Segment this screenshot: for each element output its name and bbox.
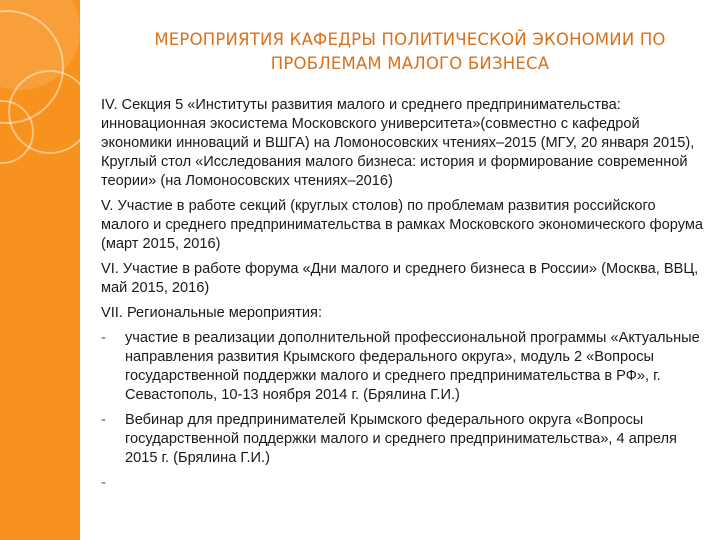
list-item	[101, 411, 703, 468]
section-vi: VI. Участие в работе форума «Дни малого и среднего бизнеса в России» (Москва, ВВЦ, май 2015, 2016)	[101, 261, 699, 296]
dash-marker: -	[101, 330, 106, 346]
dash-marker: -	[101, 412, 106, 428]
list-item	[101, 329, 703, 405]
slide-content	[101, 96, 703, 493]
regional-item-2: Вебинар для предпринимателей Крымского федерального округа «Вопросы государственной поддержки малого и среднего предпринимательства», 4 апреля 2015 г. (Брялина Г.И.)	[125, 412, 677, 466]
section-vii: VII. Региональные мероприятия:	[101, 305, 323, 321]
title-line-2: ПРОБЛЕМАМ МАЛОГО БИЗНЕСА	[270, 54, 550, 73]
section-v: V. Участие в работе секций (круглых столов) по проблемам развития российского малого и среднего предпринимательства в рамках Московского экономического форума (март 2015, 2016)	[101, 198, 704, 252]
regional-item-1: участие в реализации дополнительной профессиональной программы «Актуальные направления развития Крымского федерального округа», модуль 2 «Вопросы государственной поддержки малого и среднего предпринимательства в РФ», г. Севастополь, 10-13 ноября 2014 г. (Брялина Г.И.)	[125, 330, 700, 403]
title-line-1: МЕРОПРИЯТИЯ КАФЕДРЫ ПОЛИТИЧЕСКОЙ ЭКОНОМИИ ПО	[154, 30, 666, 49]
trailing-dash-marker: -	[101, 475, 106, 491]
decorative-sidebar	[0, 0, 80, 540]
slide-title	[110, 28, 710, 76]
section-iv: IV. Секция 5 «Институты развития малого и среднего предпринимательства: инновационная экосистема Московского университета»(совместно с кафедрой экономики инноваций и ВШГА) на Ломоносовских чтениях–2015 (МГУ, 20 января 2015), Круглый стол «Исследования малого бизнеса: история и формирование современной теории» (на Ломоносовских чтениях–2016)	[101, 97, 695, 189]
